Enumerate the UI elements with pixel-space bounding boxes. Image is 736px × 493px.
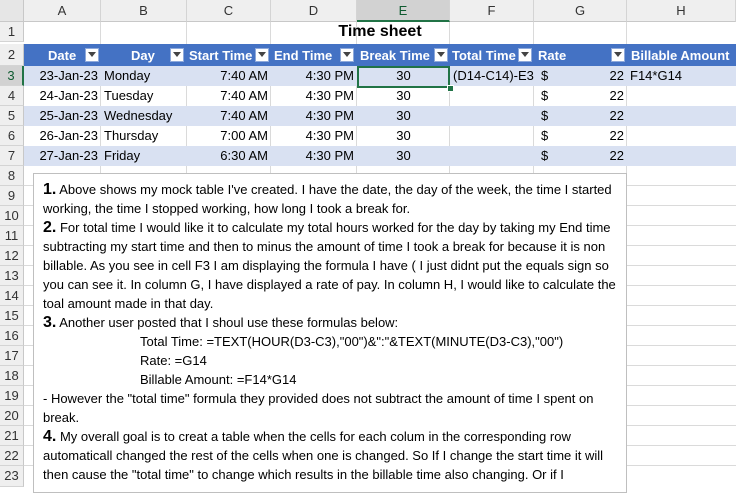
row-header[interactable]: 4 — [0, 86, 24, 106]
row-header[interactable]: 10 — [0, 206, 24, 226]
header-billable-amount[interactable]: Billable Amount — [631, 48, 730, 63]
cell-end-time[interactable]: 4:30 PM — [305, 68, 354, 83]
cell-start-time[interactable]: 7:40 AM — [220, 68, 268, 83]
sheet-title[interactable]: Time sheet — [338, 23, 422, 40]
cell-rate[interactable]: 22 — [609, 68, 624, 83]
row-header[interactable]: 14 — [0, 286, 24, 306]
cell-break-time[interactable]: 30 — [396, 88, 411, 103]
row-header[interactable]: 1 — [0, 22, 24, 42]
paragraph-3 — [43, 313, 616, 332]
cell-day[interactable]: Thursday — [104, 128, 159, 143]
header-date[interactable]: Date — [48, 48, 77, 63]
header-rate[interactable]: Rate — [538, 48, 567, 63]
cell-date[interactable]: 26-Jan-23 — [39, 128, 98, 143]
row-header[interactable]: 3 — [0, 66, 24, 86]
row-header[interactable]: 19 — [0, 386, 24, 406]
row-header[interactable]: 13 — [0, 266, 24, 286]
cell-start-time[interactable]: 7:40 AM — [220, 88, 268, 103]
cell-currency-symbol: $ — [541, 88, 549, 103]
paragraph-text: Above shows my mock table I've created. I have the date, the day of the week, the time I started working, the time I stopped working, how long I took a break for. — [43, 182, 612, 216]
row-header[interactable]: 21 — [0, 426, 24, 446]
cell-billable-amount[interactable]: F14*G14 — [630, 68, 683, 83]
row-header[interactable]: 15 — [0, 306, 24, 326]
filter-dropdown-rate[interactable] — [611, 48, 625, 62]
filter-dropdown-break-time[interactable] — [434, 48, 448, 62]
cell-end-time[interactable]: 4:30 PM — [305, 108, 354, 123]
dropdown-arrow-icon — [437, 52, 445, 58]
cell-rate[interactable]: 22 — [609, 88, 624, 103]
cell-rate[interactable]: 22 — [609, 128, 624, 143]
paragraph-number: 2. — [43, 219, 57, 236]
cell-end-time[interactable]: 4:30 PM — [305, 128, 354, 143]
cell-day[interactable]: Wednesday — [104, 108, 173, 123]
cell-day[interactable]: Friday — [104, 148, 141, 163]
fill-handle[interactable] — [447, 85, 454, 92]
text-box[interactable] — [33, 173, 627, 493]
filter-dropdown-end-time[interactable] — [340, 48, 354, 62]
cell-day[interactable]: Tuesday — [104, 88, 154, 103]
cell-break-time[interactable]: 30 — [396, 148, 411, 163]
dropdown-arrow-icon — [258, 52, 266, 58]
dropdown-arrow-icon — [88, 52, 96, 58]
dropdown-arrow-icon — [521, 52, 529, 58]
active-cell-selection[interactable] — [357, 66, 450, 88]
cell-total-time[interactable]: (D14-C14)-E3 — [453, 68, 534, 83]
paragraph-number: 1. — [43, 181, 57, 198]
row-header[interactable]: 11 — [0, 226, 24, 246]
header-start-time[interactable]: Start Time — [189, 48, 253, 63]
cell-start-time[interactable]: 6:30 AM — [220, 148, 268, 163]
paragraph-text: For total time I would like it to calculate my total hours worked for the day by taking my End time subtracting my start time and then to minus the amount of time I took a break for because it is non billable. As you see in cell F3 I am displaying the formula I have ( I just didnt put the equals sign so you can see it. In column G, I have displayed a rate of pay. In column H, I would like to calculate the toal amount made in that day. — [43, 220, 616, 311]
dropdown-arrow-icon — [343, 52, 351, 58]
cell-date[interactable]: 25-Jan-23 — [39, 108, 98, 123]
row-header[interactable]: 6 — [0, 126, 24, 146]
row-header[interactable]: 8 — [0, 166, 24, 186]
cell-end-time[interactable]: 4:30 PM — [305, 88, 354, 103]
select-all-corner[interactable] — [0, 0, 24, 22]
column-header-e[interactable]: E — [357, 0, 450, 22]
header-break-time[interactable]: Break Time — [360, 48, 430, 63]
cell-date[interactable]: 23-Jan-23 — [39, 68, 98, 83]
column-header-a[interactable]: A — [24, 0, 101, 22]
column-header-d[interactable]: D — [271, 0, 357, 22]
paragraph-number: 3. — [43, 314, 57, 331]
cell-start-time[interactable]: 7:40 AM — [220, 108, 268, 123]
header-end-time[interactable]: End Time — [274, 48, 333, 63]
cell-currency-symbol: $ — [541, 108, 549, 123]
filter-dropdown-total-time[interactable] — [518, 48, 532, 62]
cell-break-time[interactable]: 30 — [396, 108, 411, 123]
dropdown-arrow-icon — [614, 52, 622, 58]
formula-billable-amount: Billable Amount: =F14*G14 — [140, 372, 297, 387]
cell-rate[interactable]: 22 — [609, 108, 624, 123]
header-total-time[interactable]: Total Time — [452, 48, 516, 63]
column-header-c[interactable]: C — [187, 0, 271, 22]
column-header-h[interactable]: H — [627, 0, 736, 22]
filter-dropdown-start-time[interactable] — [255, 48, 269, 62]
formula-rate: Rate: =G14 — [140, 353, 207, 368]
row-header[interactable]: 23 — [0, 466, 24, 487]
cell-currency-symbol: $ — [541, 148, 549, 163]
row-header[interactable]: 9 — [0, 186, 24, 206]
filter-dropdown-date[interactable] — [85, 48, 99, 62]
filter-dropdown-day[interactable] — [170, 48, 184, 62]
row-header[interactable]: 12 — [0, 246, 24, 266]
cell-currency-symbol: $ — [541, 68, 549, 83]
row-header[interactable]: 7 — [0, 146, 24, 166]
formula-total-time: Total Time: =TEXT(HOUR(D3-C3),"00")&":"&TEXT(MINUTE(D3-C3),"00") — [140, 334, 564, 349]
header-day[interactable]: Day — [131, 48, 155, 63]
paragraph-text: Another user posted that I shoul use these formulas below: — [59, 315, 399, 330]
cell-end-time[interactable]: 4:30 PM — [305, 148, 354, 163]
cell-date[interactable]: 27-Jan-23 — [39, 148, 98, 163]
cell-currency-symbol: $ — [541, 128, 549, 143]
paragraph-4 — [43, 427, 616, 484]
cell-break-time[interactable]: 30 — [396, 128, 411, 143]
cell-rate[interactable]: 22 — [609, 148, 624, 163]
column-header-f[interactable]: F — [450, 0, 534, 22]
row-header[interactable]: 16 — [0, 326, 24, 346]
row-header[interactable]: 2 — [0, 44, 24, 66]
paragraph-3-note: - However the "total time" formula they provided does not subtract the amount of time I spent on break. — [43, 391, 594, 425]
row-header[interactable]: 5 — [0, 106, 24, 126]
row-header[interactable]: 22 — [0, 446, 24, 466]
cell-day[interactable]: Monday — [104, 68, 151, 83]
column-header-b[interactable]: B — [101, 0, 187, 22]
paragraph-number: 4. — [43, 428, 57, 445]
cell-start-time[interactable]: 7:00 AM — [220, 128, 268, 143]
cell-date[interactable]: 24-Jan-23 — [39, 88, 98, 103]
paragraph-2 — [43, 218, 616, 313]
cell-break-time[interactable]: 30 — [396, 68, 411, 83]
row-header[interactable]: 18 — [0, 366, 24, 386]
dropdown-arrow-icon — [173, 52, 181, 58]
row-header[interactable]: 20 — [0, 406, 24, 426]
row-header[interactable]: 17 — [0, 346, 24, 366]
paragraph-text: My overall goal is to creat a table when the cells for each colum in the corresponding row automaticall changed the rest of the cells when one is changed. So If I change the start time it will then cause the "total time" to change which results in the billable time also changing. Or if I — [43, 429, 604, 482]
paragraph-1 — [43, 180, 616, 218]
column-header-g[interactable]: G — [534, 0, 627, 22]
